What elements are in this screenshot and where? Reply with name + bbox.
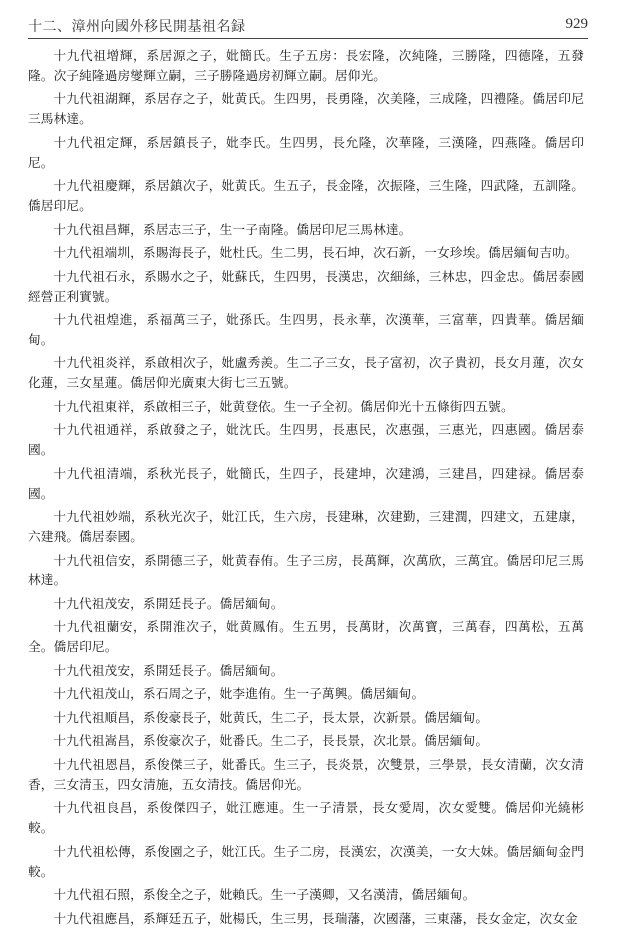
genealogy-entry: 十九代祖應昌，系輝廷五子，妣楊氏，生三男，長瑞藩，次國藩，三東藩，長女金定，次女金: [53, 910, 578, 926]
genealogy-entry: 十九代祖順昌，系俊豪長子，妣黄氏，生二子，長太景，次新景。僑居緬甸。: [53, 709, 489, 725]
genealogy-entry: 十九代祖昌輝，系居志三子，生一子南隆。僑居印尼三馬林達。: [53, 221, 412, 237]
genealogy-entry: 十九代祖石照，系俊全之子，妣賴氏。生一子漢卿，又名漢清，僑居緬甸。: [53, 887, 476, 903]
genealogy-entry: 十九代祖妙端，系秋光次子，妣江氏，生六房，長建琳，次建勤，三建潤，四建文，五建康，六建飛。僑居泰國。: [28, 509, 584, 545]
genealogy-entry: 十九代祖茂山，系石周之子，妣李進侑。生一子萬興。僑居緬甸。: [53, 686, 425, 702]
genealogy-entry: 十九代祖信安，系開德三子，妣黄春侑。生子三房，長萬輝，次萬欣，三萬宜。僑居印尼三馬林達。: [28, 552, 584, 588]
body-text: [28, 46, 584, 932]
genealogy-entry: 十九代祖端圳，系賜海長子，妣杜氏。生二男，長石坤，次石新，一女珍埃。僑居緬甸吉叻。: [53, 245, 578, 261]
genealogy-entry: 十九代祖通祥，系啟發之子，妣沈氏。生四男，長惠民，次惠强，三惠光，四惠國。僑居泰國。: [28, 422, 584, 458]
genealogy-entry: 十九代祖良昌，系俊傑四子，妣江應連。生一子清景，長女愛周，次女愛雙。僑居仰光繞彬較。: [28, 800, 584, 836]
genealogy-entry: 十九代祖嵩昌，系俊豪次子，妣番氏。生二子，長長景，次北景。僑居緬甸。: [53, 733, 489, 749]
genealogy-entry: 十九代祖東祥，系啟相三子，妣黄登依。生一子全初。僑居仰光十五條街四五號。: [53, 398, 514, 414]
genealogy-entry: 十九代祖恩昌，系俊傑三子，妣番氏。生三子，長炎景，次雙景，三學景，長女清蘭，次女清香，三女清玉，四女清施，五女清技。僑居仰光。: [28, 756, 584, 792]
genealogy-entry: 十九代祖松傳，系俊園之子，妣江氏。生子二房，長漢宏，次漢美，一女大妹。僑居緬甸金門較。: [28, 843, 584, 879]
genealogy-entry: 十九代祖定輝，系居鎮長子，妣李氏。生四男，長允隆，次華隆，三漢隆，四燕隆。僑居印尼。: [28, 134, 584, 170]
genealogy-entry: 十九代祖蘭安，系開淮次子，妣黄鳳侑。生五男，長萬財，次萬寶，三萬春，四萬松，五萬全。僑居印尼。: [28, 619, 584, 655]
genealogy-entry: 十九代祖茂安，系開廷長子。僑居緬甸。: [53, 595, 284, 611]
genealogy-entry: 十九代祖增輝，系居源之子，妣簡氏。生子五房：長宏隆，次純隆，三勝隆，四德隆，五發隆。次子純隆過房燮輝立嗣，三子勝隆過房初輝立嗣。居仰光。: [28, 48, 584, 83]
chapter-title: 十二、漳州向國外移民開基祖名録: [28, 19, 246, 35]
running-header: [28, 14, 588, 39]
genealogy-entry: 十九代祖慶輝，系居鎮次子，妣黄氏。生五子，長金隆，次振隆，三生隆，四武隆，五訓隆。僑居印尼。: [28, 178, 584, 214]
genealogy-entry: 十九代祖煌進，系福萬三子，妣孫氏。生四男，長永華，次漢華，三富華，四貴華。僑居緬甸。: [28, 312, 584, 347]
genealogy-entry: 十九代祖茂安，系開廷長子。僑居緬甸。: [53, 662, 284, 678]
genealogy-entry: 十九代祖石永，系賜水之子，妣蘇氏，生四男，長漢忠，次細絲，三林忠，四金忠。僑居泰國經營正利實號。: [28, 268, 584, 304]
genealogy-entry: 十九代祖炎祥，系啟相次子，妣盧秀羨。生二子三女，長子富初，次子貴初，長女月蓮，次女化蓮，三女星蓮。僑居仰光廣東大街七三五號。: [28, 355, 584, 391]
page-number: 929: [565, 16, 588, 32]
genealogy-entry: 十九代祖湖輝，系居存之子，妣黄氏。生四男，長勇隆，次美隆，三成隆，四禮隆。僑居印尼三馬林達。: [28, 91, 584, 127]
genealogy-entry: 十九代祖清端，系秋光長子，妣簡氏，生四子，長建坤，次建鴻，三建昌，四建禄。僑居泰國。: [28, 465, 584, 501]
